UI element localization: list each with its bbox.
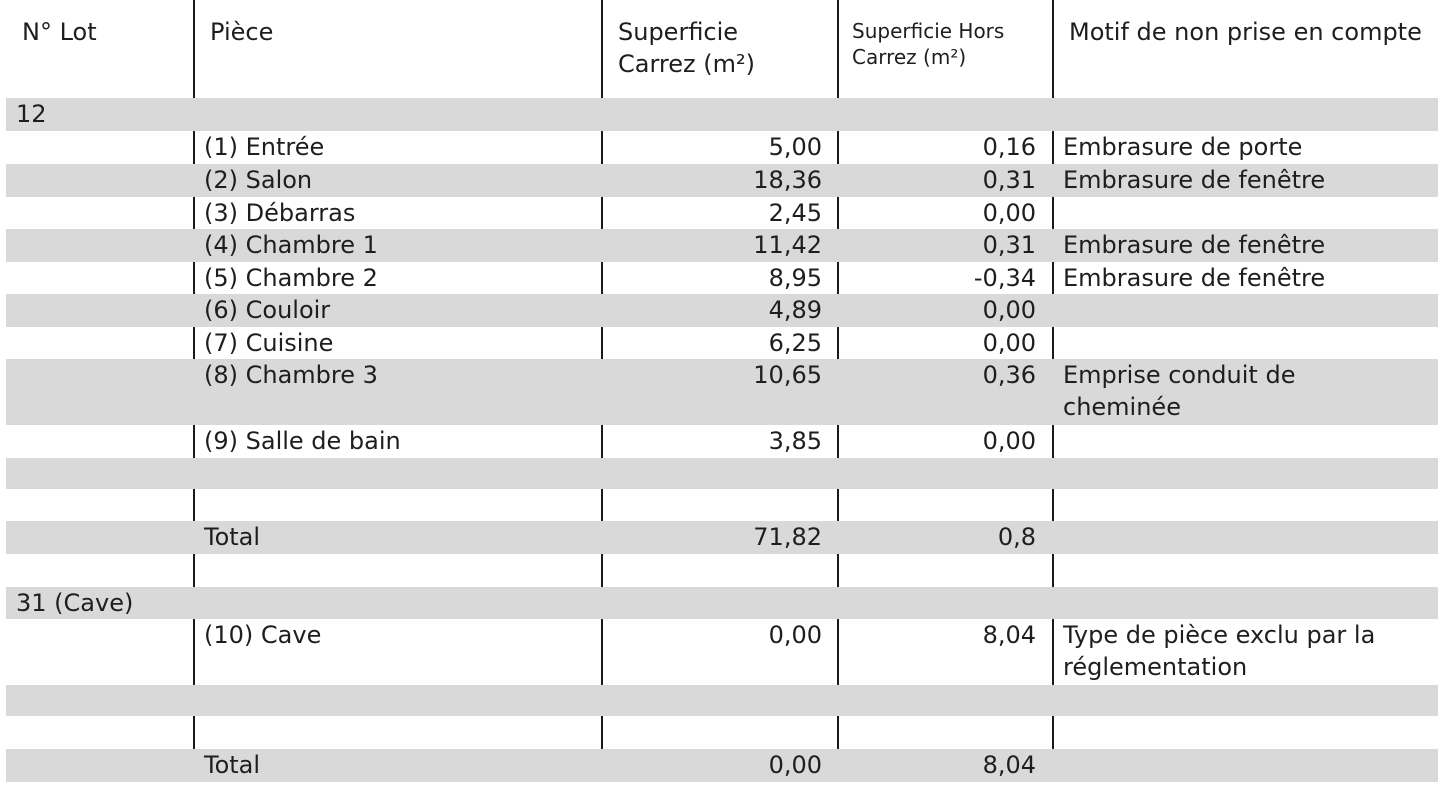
piece-cell: (3) Débarras — [204, 199, 356, 227]
motif-cell: Type de pièce exclu par la réglementation — [1063, 621, 1376, 681]
carrez-cell: 6,25 — [768, 329, 822, 357]
motif-cell: Embrasure de fenêtre — [1063, 231, 1326, 259]
table-row — [6, 262, 1438, 295]
hors-carrez-cell: 0,36 — [982, 361, 1036, 389]
piece-cell: (5) Chambre 2 — [204, 264, 378, 292]
hors-carrez-cell: -0,34 — [973, 264, 1036, 292]
header-carrez: Superficie Carrez (m²) — [618, 18, 755, 78]
table-row — [6, 458, 1438, 489]
table-row — [6, 131, 1438, 164]
carrez-cell: 11,42 — [753, 231, 822, 259]
carrez-cell: 8,95 — [768, 264, 822, 292]
piece-cell: (6) Couloir — [204, 296, 331, 324]
table-row — [6, 98, 1438, 131]
carrez-cell: 3,85 — [768, 427, 822, 455]
carrez-cell: 5,00 — [768, 133, 822, 161]
table-row — [6, 749, 1438, 782]
piece-cell: (7) Cuisine — [204, 329, 334, 357]
hors-carrez-cell: 0,00 — [982, 427, 1036, 455]
motif-cell: Embrasure de fenêtre — [1063, 264, 1326, 292]
carrez-cell: 10,65 — [753, 361, 822, 389]
table-row — [6, 164, 1438, 197]
motif-cell: Emprise conduit de cheminée — [1063, 361, 1296, 421]
hors-carrez-cell: 0,00 — [982, 296, 1036, 324]
hors-carrez-cell: 8,04 — [982, 621, 1036, 649]
hors-carrez-cell: 0,00 — [982, 329, 1036, 357]
piece-cell: Total — [204, 523, 261, 551]
table-row — [6, 587, 1438, 619]
piece-cell: (1) Entrée — [204, 133, 325, 161]
piece-cell: Total — [204, 751, 261, 779]
piece-cell: (4) Chambre 1 — [204, 231, 378, 259]
table-row — [6, 229, 1438, 262]
lot-cell: 12 — [16, 100, 47, 128]
header-motif: Motif de non prise en compte — [1069, 18, 1422, 46]
table-row — [6, 327, 1438, 360]
carrez-cell: 2,45 — [768, 199, 822, 227]
table-row — [6, 359, 1438, 425]
carrez-cell: 0,00 — [768, 751, 822, 779]
piece-cell: (10) Cave — [204, 621, 322, 649]
motif-cell: Embrasure de fenêtre — [1063, 166, 1326, 194]
piece-cell: (9) Salle de bain — [204, 427, 401, 455]
piece-cell: (2) Salon — [204, 166, 313, 194]
hors-carrez-cell: 0,31 — [982, 166, 1036, 194]
surface-table — [6, 0, 1438, 786]
table-row — [6, 716, 1438, 749]
motif-cell: Embrasure de porte — [1063, 133, 1303, 161]
table-row — [6, 554, 1438, 587]
table-row — [6, 685, 1438, 716]
header-lot: N° Lot — [22, 18, 97, 46]
carrez-cell: 71,82 — [753, 523, 822, 551]
hors-carrez-cell: 0,8 — [997, 523, 1036, 551]
lot-cell: 31 (Cave) — [16, 589, 134, 617]
hors-carrez-cell: 0,31 — [982, 231, 1036, 259]
header-hors-carrez: Superficie Hors Carrez (m²) — [852, 19, 1005, 69]
table-row — [6, 521, 1438, 554]
hors-carrez-cell: 0,16 — [982, 133, 1036, 161]
table-row — [6, 489, 1438, 521]
header-piece: Pièce — [210, 18, 274, 46]
table-row — [6, 197, 1438, 230]
table-row — [6, 294, 1438, 327]
piece-cell: (8) Chambre 3 — [204, 361, 378, 389]
table-row — [6, 619, 1438, 685]
carrez-cell: 0,00 — [768, 621, 822, 649]
hors-carrez-cell: 8,04 — [982, 751, 1036, 779]
carrez-cell: 4,89 — [768, 296, 822, 324]
table-row — [6, 425, 1438, 458]
hors-carrez-cell: 0,00 — [982, 199, 1036, 227]
carrez-cell: 18,36 — [753, 166, 822, 194]
